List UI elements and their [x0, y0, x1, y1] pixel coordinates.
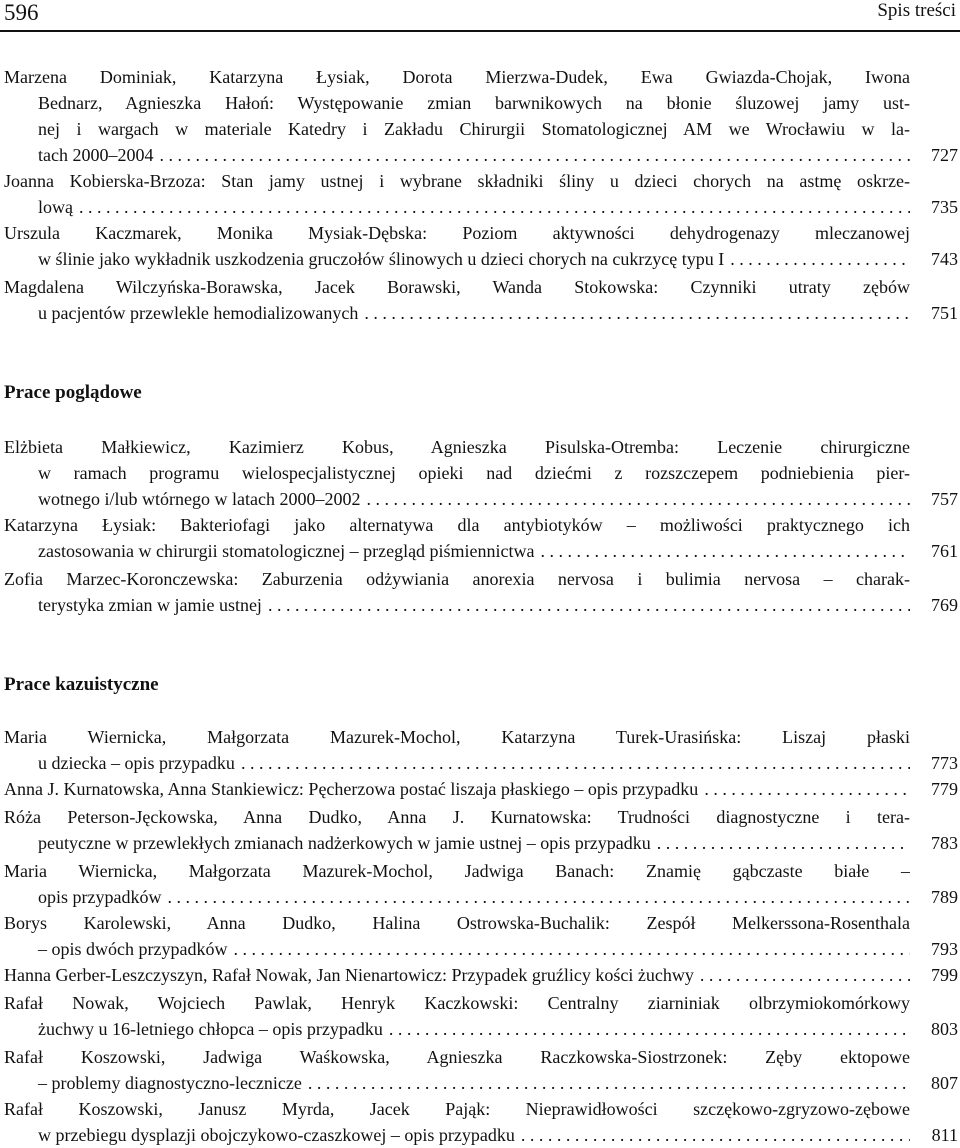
page-ref: 751 — [931, 303, 958, 323]
toc-entry[interactable] — [4, 512, 910, 564]
entry-last-line: żuchwy u 16-letniego chłopca – opis przypadku . . . — [4, 1016, 910, 1042]
toc-entry[interactable] — [4, 776, 910, 802]
entry-last-line: u dziecka – opis przypadku . . . — [4, 750, 910, 776]
page-ref: 761 — [931, 541, 958, 561]
toc-entry[interactable] — [4, 1044, 910, 1096]
page-ref: 769 — [931, 595, 958, 615]
entry-last-line: zastosowania w chirurgii stomatologicznej – przegląd piśmiennictwa . . . — [4, 538, 910, 564]
entry-line: Magdalena Wilczyńska-Borawska, Jacek Borawski, Wanda Stokowska: Czynniki utraty zębów — [4, 277, 910, 297]
toc-entry[interactable] — [4, 910, 910, 962]
entry-last-line: Anna J. Kurnatowska, Anna Stankiewicz: Pęcherzowa postać liszaja płaskiego – opis przypadku . . . — [4, 776, 910, 802]
entry-line: Joanna Kobierska-Brzoza: Stan jamy ustnej i wybrane składniki śliny u dzieci chorych na astmę oskrze- — [4, 171, 910, 191]
toc-entry[interactable] — [4, 64, 910, 168]
entry-line: Maria Wiernicka, Małgorzata Mazurek-Mochol, Jadwiga Banach: Znamię gąbczaste białe – — [4, 861, 910, 881]
entry-line: w ramach programu wielospecjalistycznej opieki nad dziećmi z rozszczepem podniebienia pier- — [38, 463, 910, 483]
entry-last-line: terystyka zmian w jamie ustnej . . . — [4, 592, 910, 618]
page-ref: 793 — [931, 939, 958, 959]
page-number: 596 — [4, 0, 39, 25]
page-ref: 779 — [931, 779, 958, 799]
entry-line: Borys Karolewski, Anna Dudko, Halina Ostrowska-Buchalik: Zespół Melkerssona-Rosenthala — [4, 913, 910, 933]
entry-last-line: w przebiegu dysplazji obojczykowo-czaszkowej – opis przypadku . . . — [4, 1122, 910, 1148]
entry-line: Rafał Koszowski, Jadwiga Waśkowska, Agnieszka Raczkowska-Siostrzonek: Zęby ektopowe — [4, 1047, 910, 1067]
toc-entry[interactable] — [4, 1096, 910, 1148]
page-ref: 773 — [931, 753, 958, 773]
entry-line: Marzena Dominiak, Katarzyna Łysiak, Dorota Mierzwa-Dudek, Ewa Gwiazda-Chojak, Iwona — [4, 67, 910, 87]
page-ref: 807 — [931, 1073, 958, 1093]
entry-last-line: – opis dwóch przypadków . . . — [4, 936, 910, 962]
page-ref: 789 — [931, 887, 958, 907]
page-ref: 803 — [931, 1019, 958, 1039]
page-ref: 743 — [931, 249, 958, 269]
entry-line: Urszula Kaczmarek, Monika Mysiak-Dębska: Poziom aktywności dehydrogenazy mleczanowej — [4, 223, 910, 243]
entry-last-line: opis przypadków . . . — [4, 884, 910, 910]
entry-line: Rafał Koszowski, Janusz Myrda, Jacek Pająk: Nieprawidłowości szczękowo-zgryzowo-zębowe — [4, 1099, 910, 1119]
toc-entry[interactable] — [4, 724, 910, 776]
entry-line: Zofia Marzec-Koronczewska: Zaburzenia odżywiania anorexia nervosa i bulimia nervosa – charak- — [4, 569, 910, 589]
entry-last-line: wotnego i/lub wtórnego w latach 2000–2002 . . . — [4, 486, 910, 512]
toc-entry[interactable] — [4, 962, 910, 988]
page-header — [0, 0, 960, 30]
toc-entry[interactable] — [4, 804, 910, 856]
toc-entry[interactable] — [4, 274, 910, 326]
toc-entry[interactable] — [4, 566, 910, 618]
page-ref: 735 — [931, 197, 958, 217]
entry-last-line: w ślinie jako wykładnik uszkodzenia gruczołów ślinowych u dzieci chorych na cukrzycę typu I . . . — [4, 246, 910, 272]
toc-entry[interactable] — [4, 858, 910, 910]
entry-line: Rafał Nowak, Wojciech Pawlak, Henryk Kaczkowski: Centralny ziarniniak olbrzymiokomórkowy — [4, 993, 910, 1013]
entry-last-line: – problemy diagnostyczno-lecznicze . . . — [4, 1070, 910, 1096]
entry-last-line: tach 2000–2004 . . . — [4, 142, 910, 168]
section-title-review: Prace poglądowe — [4, 382, 142, 403]
entry-line: Katarzyna Łysiak: Bakteriofagi jako alternatywa dla antybiotyków – możliwości praktycznego ich — [4, 515, 910, 535]
toc-entry[interactable] — [4, 168, 910, 220]
entry-last-line: lową . . . — [4, 194, 910, 220]
entry-last-line: Hanna Gerber-Leszczyszyn, Rafał Nowak, Jan Nienartowicz: Przypadek gruźlicy kości żuchwy . . . — [4, 962, 910, 988]
entry-line: Bednarz, Agnieszka Hałoń: Występowanie zmian barwnikowych na błonie śluzowej jamy ust- — [38, 93, 910, 113]
entry-last-line: u pacjentów przewlekle hemodializowanych . . . — [4, 300, 910, 326]
page-ref: 783 — [931, 833, 958, 853]
running-title: Spis treści — [877, 0, 956, 21]
section-title-case-reports: Prace kazuistyczne — [4, 674, 159, 695]
page-ref: 799 — [931, 965, 958, 985]
page-ref: 811 — [931, 1125, 958, 1145]
page-ref: 757 — [931, 489, 958, 509]
header-rule — [0, 30, 960, 32]
entry-line: Róża Peterson-Jęckowska, Anna Dudko, Anna J. Kurnatowska: Trudności diagnostyczne i tera- — [4, 807, 910, 827]
entry-line: Maria Wiernicka, Małgorzata Mazurek-Mochol, Katarzyna Turek-Urasińska: Liszaj płaski — [4, 727, 910, 747]
page-ref: 727 — [931, 145, 958, 165]
entry-line: Elżbieta Małkiewicz, Kazimierz Kobus, Agnieszka Pisulska-Otremba: Leczenie chirurgiczne — [4, 437, 910, 457]
toc-entry[interactable] — [4, 990, 910, 1042]
entry-last-line: peutyczne w przewlekłych zmianach nadżerkowych w jamie ustnej – opis przypadku . . . — [4, 830, 910, 856]
entry-line: nej i wargach w materiale Katedry i Zakładu Chirurgii Stomatologicznej AM we Wrocławiu w la- — [38, 119, 910, 139]
toc-entry[interactable] — [4, 220, 910, 272]
toc-entry[interactable] — [4, 434, 910, 512]
